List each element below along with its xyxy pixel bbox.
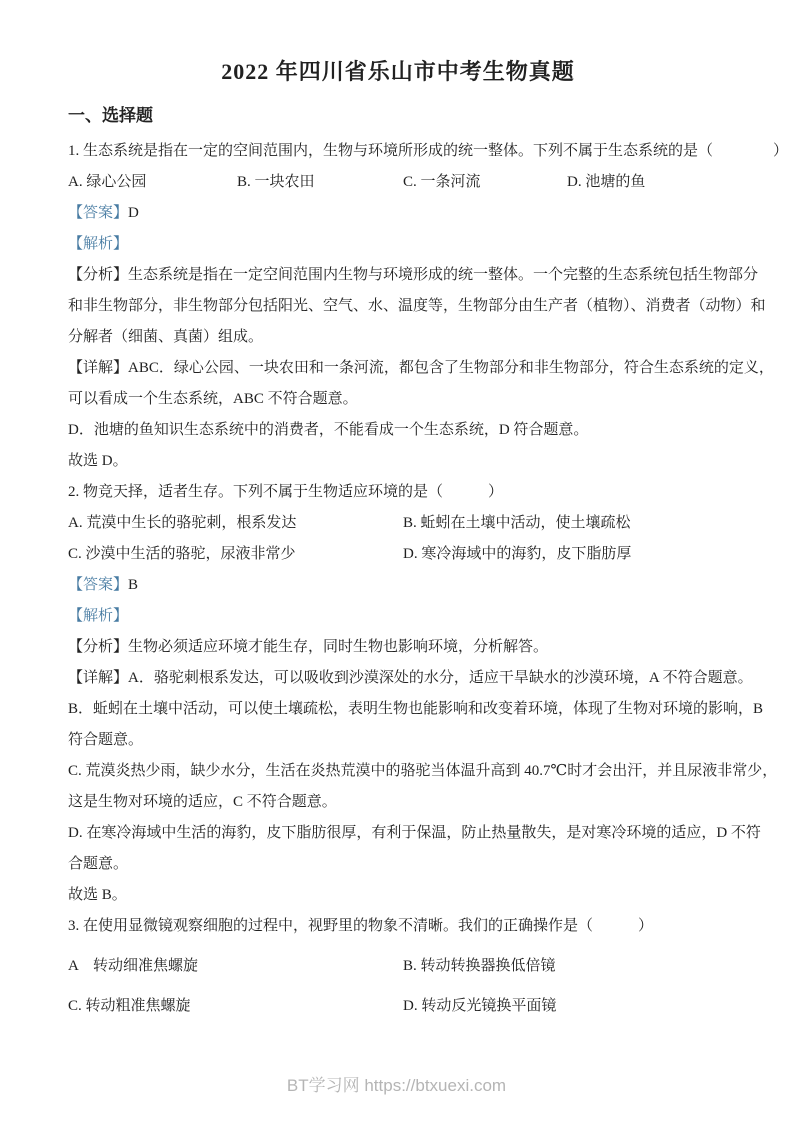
jiexi-label: 【解析】 bbox=[68, 608, 129, 624]
document-content bbox=[68, 56, 789, 1022]
question-2-explanation-line: D. 在寒冷海域中生活的海豹，皮下脂肪很厚，有利于保温，防止热量散失，是对寒冷环境的适应，D 不符 bbox=[68, 825, 761, 841]
answer-label: 【答案】 bbox=[68, 577, 129, 593]
question-1-stem: 1. 生态系统是指在一定的空间范围内，生物与环境所形成的统一整体。下列不属于生态系统的是（ ） bbox=[68, 143, 789, 159]
question-1-jiexi-line bbox=[68, 229, 728, 260]
question-2-explanation-line: 合题意。 bbox=[68, 856, 129, 872]
question-2-option-b: B. 蚯蚓在土壤中活动，使土壤疏松 bbox=[403, 515, 631, 531]
question-2-explanation-line: 【分析】生物必须适应环境才能生存，同时生物也影响环境，分析解答。 bbox=[68, 639, 549, 655]
question-2-conclusion: 故选 B。 bbox=[68, 887, 127, 903]
question-1-option-d: D. 池塘的鱼 bbox=[567, 174, 646, 190]
question-2-explanation-line: C. 荒漠炎热少雨，缺少水分，生活在炎热荒漠中的骆驼当体温升高到 40.7℃时才会出汗，并且尿液非常少， bbox=[68, 763, 778, 779]
answer-label: 【答案】 bbox=[68, 205, 129, 221]
question-1-explanation-line: 可以看成一个生态系统，ABC 不符合题意。 bbox=[68, 391, 358, 407]
question-3-option-b: B. 转动转换器换低倍镜 bbox=[403, 958, 556, 974]
page-title: 2022 年四川省乐山市中考生物真题 bbox=[221, 59, 575, 84]
question-2-explanation-line: 【详解】A．骆驼刺根系发达，可以吸收到沙漠深处的水分，适应干旱缺水的沙漠环境，A 不符合题意。 bbox=[68, 670, 753, 686]
question-1-option-b: B. 一块农田 bbox=[237, 174, 315, 190]
question-1-explanation-line: 【详解】ABC．绿心公园、一块农田和一条河流，都包含了生物部分和非生物部分，符合生态系统的定义， bbox=[68, 360, 774, 376]
question-2-option-c: C. 沙漠中生活的骆驼，尿液非常少 bbox=[68, 546, 296, 562]
question-2-option-a: A. 荒漠中生长的骆驼刺，根系发达 bbox=[68, 515, 297, 531]
question-2-explanation-line: 符合题意。 bbox=[68, 732, 144, 748]
question-1-option-c: C. 一条河流 bbox=[403, 174, 481, 190]
question-1-explanation-line: 【分析】生态系统是指在一定空间范围内生物与环境形成的统一整体。一个完整的生态系统包括生物部分 bbox=[68, 267, 759, 283]
question-1-options bbox=[68, 167, 728, 198]
question-1-explanation-line: 和非生物部分，非生物部分包括阳光、空气、水、温度等，生物部分由生产者（植物）、消费者（动物）和 bbox=[68, 298, 766, 314]
question-2-answer-line bbox=[68, 570, 728, 601]
question-2-explanation-line: B．蚯蚓在土壤中活动，可以使土壤疏松，表明生物也能影响和改变着环境，体现了生物对环境的影响，B bbox=[68, 701, 764, 717]
jiexi-label: 【解析】 bbox=[68, 236, 129, 252]
watermark-footer: BT学习网 https://btxuexi.com bbox=[286, 1076, 507, 1095]
question-1-answer-line bbox=[68, 198, 728, 229]
question-3-option-a: A 转动细准焦螺旋 bbox=[68, 958, 199, 974]
question-3-option-c: C. 转动粗准焦螺旋 bbox=[68, 998, 191, 1014]
question-1-answer-value: D bbox=[128, 205, 139, 221]
question-1-explanation-line: 分解者（细菌、真菌）组成。 bbox=[68, 329, 264, 345]
question-3-options-row-1 bbox=[68, 951, 728, 982]
question-1-explanation-line: D．池塘的鱼知识生态系统中的消费者，不能看成一个生态系统，D 符合题意。 bbox=[68, 422, 589, 438]
question-2-answer-value: B bbox=[128, 577, 139, 593]
section-heading: 一、选择题 bbox=[68, 106, 153, 125]
question-1-option-a: A. 绿心公园 bbox=[68, 174, 147, 190]
question-2-jiexi-line bbox=[68, 601, 728, 632]
question-2-explanation-line: 这是生物对环境的适应，C 不符合题意。 bbox=[68, 794, 337, 810]
question-3-option-d: D. 转动反光镜换平面镜 bbox=[403, 998, 557, 1014]
question-2-stem: 2. 物竞天择，适者生存。下列不属于生物适应环境的是（ ） bbox=[68, 484, 504, 500]
question-3-options-row-2 bbox=[68, 991, 728, 1022]
question-1-conclusion: 故选 D。 bbox=[68, 453, 128, 469]
question-3-stem: 3. 在使用显微镜观察细胞的过程中，视野里的物象不清晰。我们的正确操作是（ ） bbox=[68, 918, 654, 934]
question-2-option-d: D. 寒冷海域中的海豹，皮下脂肪厚 bbox=[403, 546, 632, 562]
question-2-options-row-2 bbox=[68, 539, 728, 570]
question-2-options-row-1 bbox=[68, 508, 728, 539]
